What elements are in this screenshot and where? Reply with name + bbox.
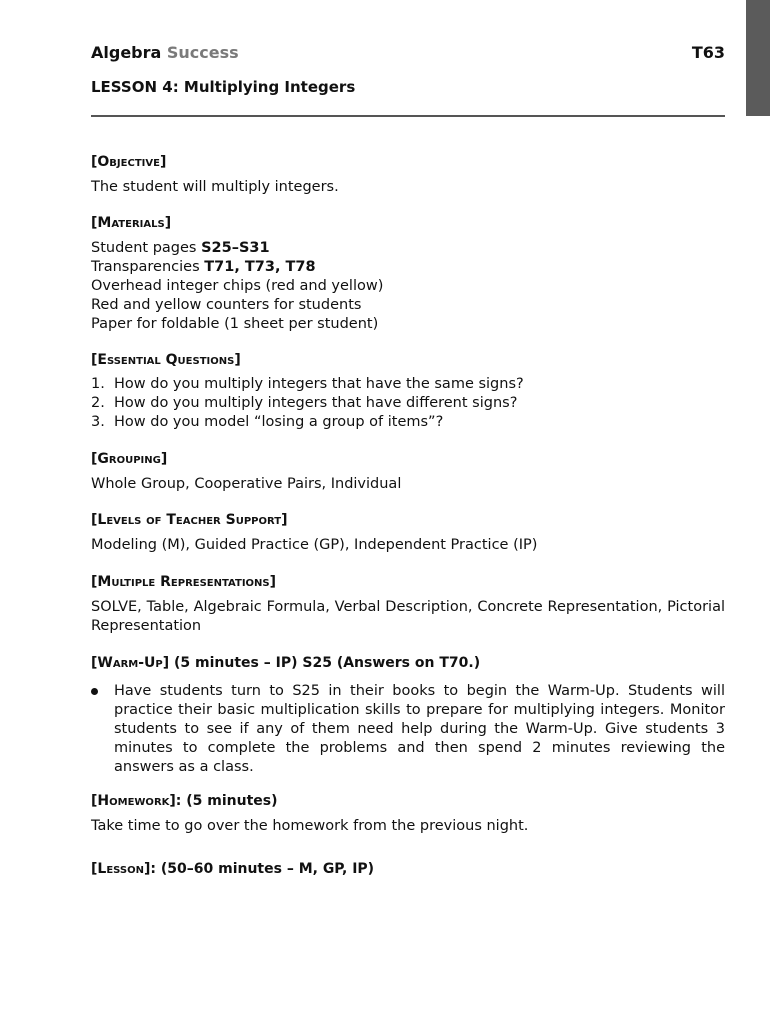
materials-heading: [Materials]: [91, 215, 172, 231]
representations-heading: [Multiple Representations]: [91, 574, 277, 590]
materials-item: Transparencies T71, T73, T78: [91, 259, 316, 275]
objective-heading: [Objective]: [91, 154, 167, 170]
running-header: [91, 43, 725, 63]
materials-item: Red and yellow counters for students: [91, 297, 362, 313]
materials-item: Student pages S25–S31: [91, 240, 270, 256]
book-title: [91, 43, 239, 62]
header-divider: [91, 115, 725, 117]
grouping-heading: [Grouping]: [91, 451, 168, 467]
warmup-bullet-text: Have students turn to S25 in their books to begin the Warm-Up. Students will practice their basic multiplication skills to prepare for multiplying integers. Monitor students to see if any of them need help during the Warm-Up. Give students 3 minutes to complete the problems and then spend 2 minutes reviewing the answers as a class.: [114, 683, 725, 775]
question-item: 1. How do you multiply integers that have the same signs?: [91, 376, 524, 392]
essential-questions-heading: [Essential Questions]: [91, 352, 241, 368]
lesson-heading: [Lesson]: (50–60 minutes – M, GP, IP): [91, 861, 375, 877]
lesson-title: LESSON 4: Multiplying Integers: [91, 78, 356, 96]
warmup-heading: [Warm-Up] (5 minutes – IP) S25 (Answers on T70.): [91, 655, 481, 671]
materials-item: Overhead integer chips (red and yellow): [91, 278, 384, 294]
homework-text: Take time to go over the homework from the previous night.: [91, 818, 529, 834]
homework-heading: [Homework]: (5 minutes): [91, 793, 278, 809]
book-title-light: Success: [166, 43, 239, 62]
materials-item: Paper for foldable (1 sheet per student): [91, 316, 379, 332]
question-item: 2. How do you multiply integers that have different signs?: [91, 395, 518, 411]
levels-text: Modeling (M), Guided Practice (GP), Independent Practice (IP): [91, 537, 538, 553]
question-item: 3. How do you model “losing a group of items”?: [91, 414, 444, 430]
page-edge-tab: [746, 0, 770, 116]
bullet-icon: [91, 688, 98, 695]
book-title-bold: Algebra: [91, 43, 162, 62]
levels-heading: [Levels of Teacher Support]: [91, 512, 288, 528]
objective-text: The student will multiply integers.: [91, 179, 339, 195]
grouping-text: Whole Group, Cooperative Pairs, Individual: [91, 476, 402, 492]
representations-text: SOLVE, Table, Algebraic Formula, Verbal Description, Concrete Representation, Pictorial Representation: [91, 599, 725, 634]
page-number: T63: [691, 43, 725, 62]
